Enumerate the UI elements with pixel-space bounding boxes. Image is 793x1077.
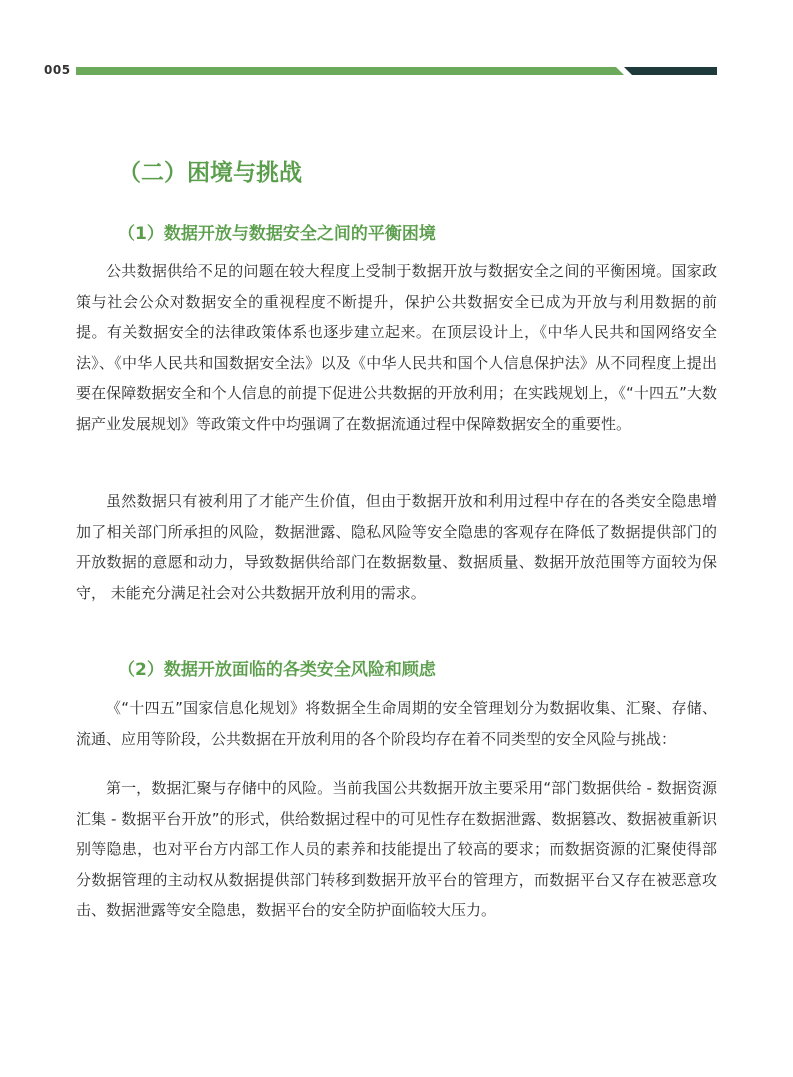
- page-number: 005: [44, 63, 71, 77]
- paragraph-balance-dilemma: 公共数据供给不足的问题在较大程度上受制于数据开放与数据安全之间的平衡困境。国家政策与社会公众对数据安全的重视程度不断提升，保护公共数据安全已成为开放与利用数据的前提。有关数据安全的法律政策体系也逐步建立起来。在顶层设计上，《中华人民共和国网络安全法》、《中华人民共和国数据安全法》以及《中华人民共和国个人信息保护法》从不同程度上提出要在保障数据安全和个人信息的前提下促进公共数据的开放利用；在实践规划上，《“十四五”大数据产业发展规划》等政策文件中均强调了在数据流通过程中保障数据安全的重要性。: [76, 262, 717, 433]
- subsection-title-security-risks: （2）数据开放面临的各类安全风险和顾虑: [118, 660, 436, 680]
- header-bar: [76, 67, 717, 75]
- paragraph-aggregation-storage-risk: 第一，数据汇聚与存储中的风险。当前我国公共数据开放主要采用“部门数据供给 - 数据资源汇集 - 数据平台开放”的形式，供给数据过程中的可见性存在数据泄露、数据篡改、数据被重新识别等隐患，也对平台方内部工作人员的素养和技能提出了较高的要求；而数据资源的汇聚使得部分数据管理的主动权从数据提供部门转移到数据开放平台的管理方，而数据平台又存在被恶意攻击、数据泄露等安全隐患，数据平台的安全防护面临较大压力。: [76, 779, 717, 919]
- paragraph-security-risks-impact: 虽然数据只有被利用了才能产生价值，但由于数据开放和利用过程中存在的各类安全隐患增加了相关部门所承担的风险，数据泄露、隐私风险等安全隐患的客观存在降低了数据提供部门的开放数据的意愿和动力，导致数据供给部门在数据数量、数据质量、数据开放范围等方面较为保守， 未能充分满足社会对公共数据开放利用的需求。: [76, 492, 717, 602]
- subsection-title-balance-dilemma: （1）数据开放与数据安全之间的平衡困境: [118, 224, 436, 244]
- paragraph-lifecycle-management: 《“十四五”国家信息化规划》将数据全生命周期的安全管理划分为数据收集、汇聚、存储、流通、应用等阶段，公共数据在开放利用的各个阶段均存在着不同类型的安全风险与挑战：: [76, 699, 717, 748]
- section-title: （二）困境与挑战: [118, 160, 302, 186]
- header-bar-green-segment: [76, 67, 624, 75]
- header-bar-dark-segment: [624, 67, 717, 75]
